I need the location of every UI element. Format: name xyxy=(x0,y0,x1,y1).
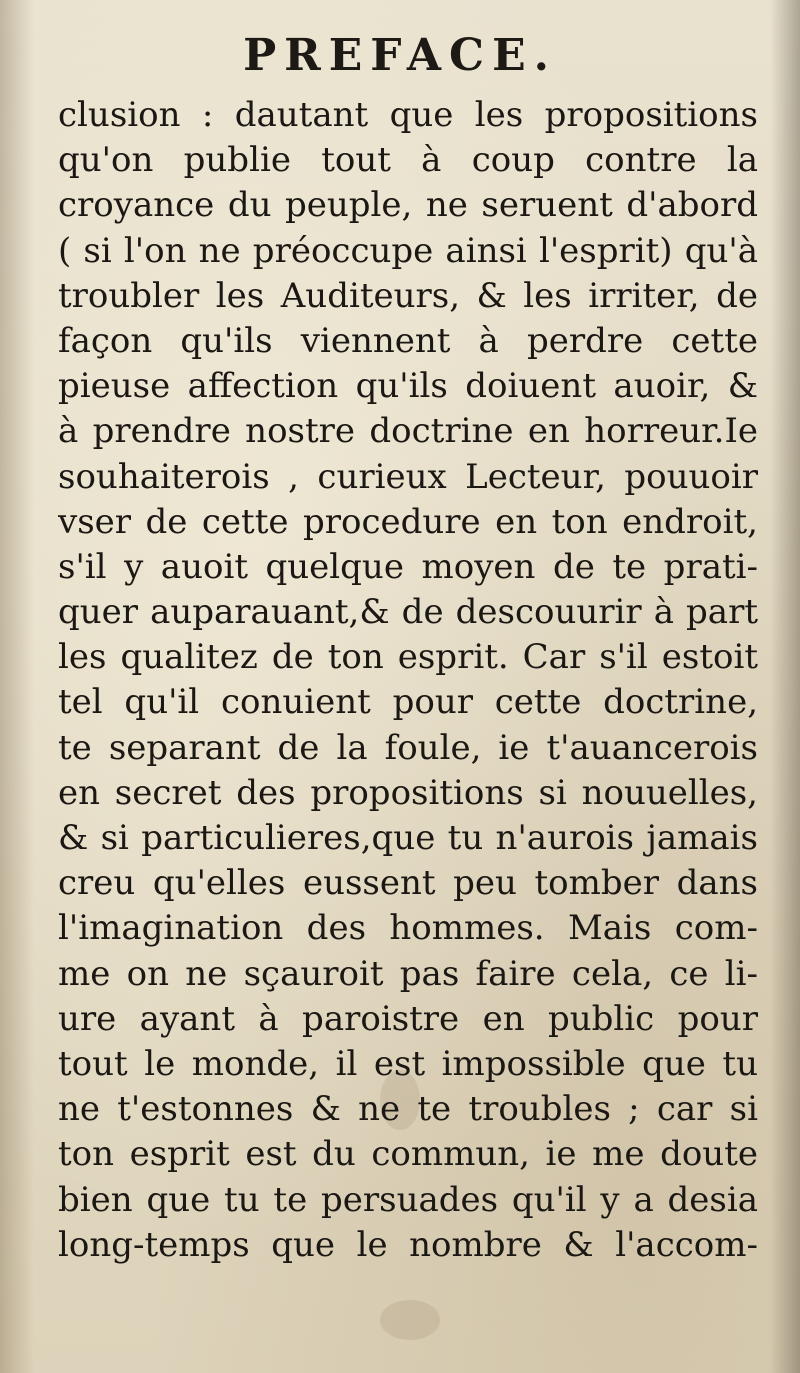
text-line: qu'on publie tout à coup contre la xyxy=(58,140,758,181)
text-line: s'il y auoit quelque moyen de te prati- xyxy=(58,546,758,587)
text-line: & si particulieres,que tu n'aurois jamais xyxy=(58,818,758,858)
text-line: vser de cette procedure en ton endroit, xyxy=(58,501,758,542)
text-line: à prendre nostre doctrine en horreur.Ie xyxy=(58,411,758,452)
text-line: l'imagination des hommes. Mais com- xyxy=(58,908,758,949)
text-line: façon qu'ils viennent à perdre cette xyxy=(58,320,758,361)
text-line: clusion : dautant que les propositions xyxy=(58,95,758,135)
text-line: en secret des propositions si nouuelles, xyxy=(58,772,758,813)
text-line: tout le monde, il est impossible que tu xyxy=(58,1043,758,1084)
running-head: PREFACE. xyxy=(243,30,557,81)
text-line: tel qu'il conuient pour cette doctrine, xyxy=(58,682,758,723)
text-line: croyance du peuple, ne seruent d'abord xyxy=(58,185,758,226)
text-line: creu qu'elles eussent peu tomber dans xyxy=(58,863,758,904)
text-line: ne t'estonnes & ne te troubles ; car si xyxy=(58,1089,758,1130)
body-text xyxy=(58,93,758,1268)
text-line: souhaiterois , curieux Lecteur, pouuoir xyxy=(58,456,758,497)
text-line: te separant de la foule, ie t'auancerois xyxy=(58,727,758,768)
text-line: pieuse affection qu'ils doiuent auoir, & xyxy=(58,366,758,407)
text-line: bien que tu te persuades qu'il y a desia xyxy=(58,1179,758,1220)
text-line: troubler les Auditeurs, & les irriter, de xyxy=(58,275,758,316)
text-line: quer auparauant,& de descouurir à part xyxy=(58,592,758,633)
text-line: ure ayant à paroistre en public pour xyxy=(58,998,758,1039)
text-line: les qualitez de ton esprit. Car s'il estoit xyxy=(58,637,758,678)
text-line: ( si l'on ne préoccupe ainsi l'esprit) qu'à xyxy=(58,230,758,271)
paper-stain xyxy=(380,1300,440,1340)
text-line: long-temps que le nombre & l'accom- xyxy=(58,1224,758,1265)
text-line: ton esprit est du commun, ie me doute xyxy=(58,1134,758,1175)
text-line: me on ne sçauroit pas faire cela, ce li- xyxy=(58,953,758,994)
